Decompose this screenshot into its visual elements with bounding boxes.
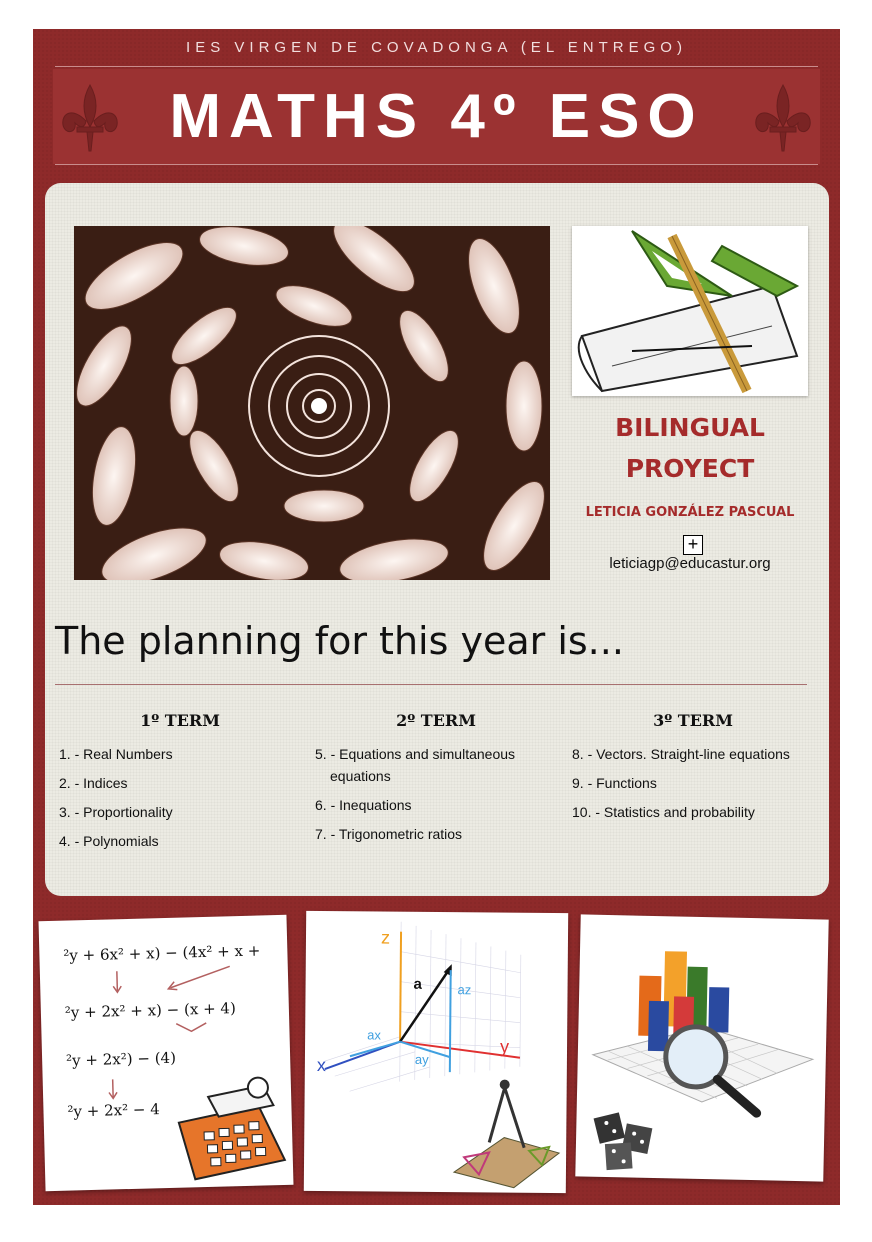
list-item: 3. - Proportionality bbox=[59, 804, 173, 820]
algebra-line-2: ²y + 2x² + x) − (x + 4) bbox=[64, 999, 237, 1022]
plus-icon[interactable]: + bbox=[683, 535, 703, 555]
dice-icon bbox=[593, 1112, 653, 1171]
calculator-icon bbox=[178, 1077, 286, 1180]
top-divider bbox=[55, 66, 818, 67]
author-email[interactable]: leticiagp@educastur.org bbox=[609, 555, 771, 572]
school-name: IES VIRGEN DE COVADONGA (EL ENTREGO) bbox=[186, 39, 687, 56]
poster bbox=[33, 29, 840, 1205]
project-title bbox=[565, 407, 815, 489]
algebra-line-3: ²y + 2x²) − (4) bbox=[65, 1048, 177, 1070]
fractal-image bbox=[74, 226, 550, 580]
algebra-photo bbox=[39, 915, 294, 1191]
list-item: 5. - Equations and simultaneous equations bbox=[315, 746, 516, 784]
term-1-title: 1º TERM bbox=[140, 711, 220, 730]
author-name: LETICIA GONZÁLEZ PASCUAL bbox=[585, 505, 795, 520]
term-2-list bbox=[315, 743, 530, 852]
vector-ax-label: ax bbox=[367, 1027, 381, 1043]
project-line-1: BILINGUAL bbox=[615, 413, 765, 442]
list-item: 6. - Inequations bbox=[315, 797, 412, 813]
vector-photo bbox=[304, 911, 568, 1193]
list-item: 9. - Functions bbox=[572, 775, 657, 791]
page-title: MATHS 4º ESO bbox=[169, 82, 704, 151]
vector-a-label: a bbox=[413, 975, 423, 993]
algebra-line-4: ²y + 2x² − 4 bbox=[67, 1100, 160, 1121]
planning-heading: The planning for this year is... bbox=[55, 619, 624, 663]
list-item: 7. - Trigonometric ratios bbox=[315, 826, 463, 842]
planning-divider bbox=[55, 684, 807, 685]
vector-az-label: az bbox=[457, 982, 472, 998]
main-panel bbox=[45, 183, 829, 896]
term-3-list bbox=[572, 743, 812, 830]
axis-y-label: y bbox=[499, 1036, 510, 1057]
list-item: 1. - Real Numbers bbox=[59, 746, 173, 762]
list-item: 8. - Vectors. Straight-line equations bbox=[572, 746, 790, 762]
axis-z-label: z bbox=[380, 927, 391, 948]
algebra-line-1: ²y + 6x² + x) − (4x² + x + bbox=[63, 941, 261, 965]
term-1-list bbox=[59, 743, 289, 859]
term-2-title: 2º TERM bbox=[396, 711, 476, 730]
list-item: 2. - Indices bbox=[59, 775, 128, 791]
axis-x-label: x bbox=[316, 1054, 326, 1076]
vector-ay-label: ay bbox=[414, 1051, 429, 1067]
banner-divider bbox=[55, 164, 818, 165]
geometry-tools-image bbox=[572, 226, 808, 396]
term-3-title: 3º TERM bbox=[653, 711, 733, 730]
project-line-2: PROYECT bbox=[625, 454, 755, 483]
list-item: 4. - Polynomials bbox=[59, 833, 159, 849]
list-item: 10. - Statistics and probability bbox=[572, 804, 755, 820]
statistics-photo bbox=[575, 914, 828, 1181]
